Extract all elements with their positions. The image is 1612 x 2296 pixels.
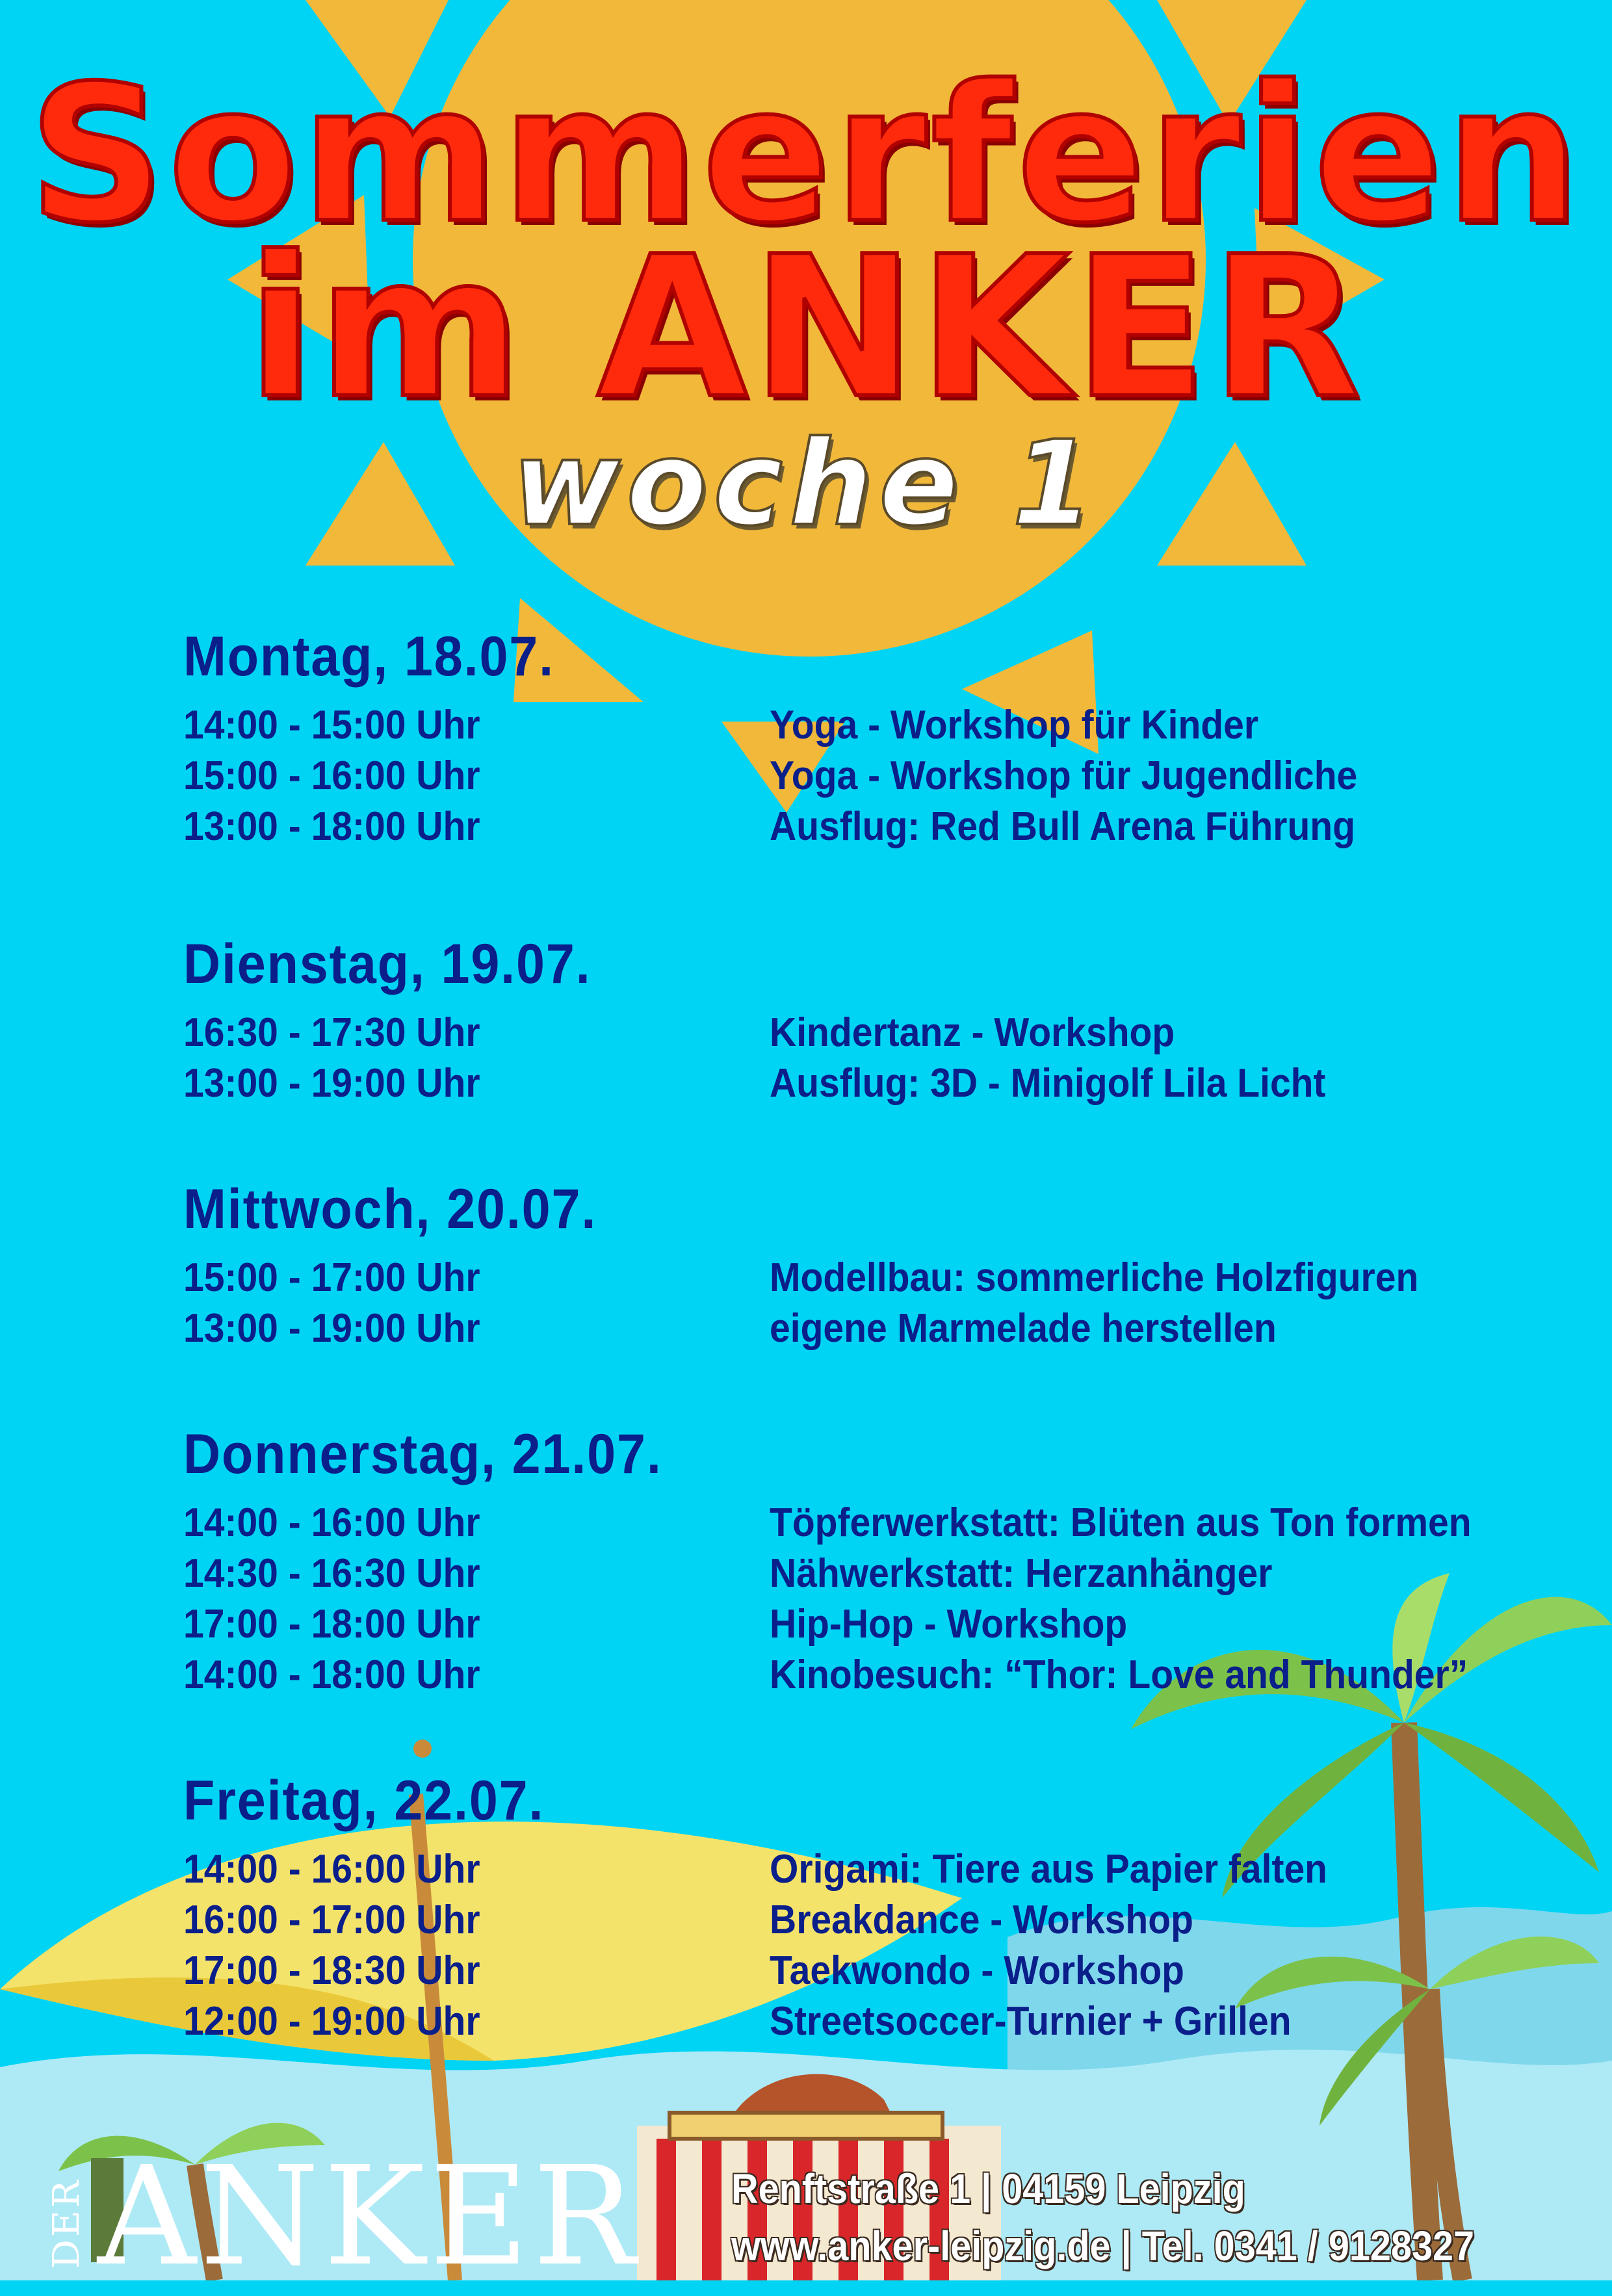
day-block-wednesday [183, 1173, 1419, 1354]
footer-address: Renftstraße 1 | 04159 Leipzig [731, 2165, 1245, 2212]
day-block-tuesday [183, 928, 1326, 1109]
event-row [183, 700, 1259, 751]
event-time: 12:00 - 19:00 Uhr [183, 1999, 480, 2044]
event-time: 17:00 - 18:30 Uhr [183, 1948, 480, 1993]
event-time: 13:00 - 19:00 Uhr [183, 1061, 480, 1106]
event-activity: Yoga - Workshop für Kinder [770, 703, 1259, 748]
day-title: Dienstag, 19.07. [183, 933, 592, 995]
event-row [183, 1946, 1185, 1996]
footer [0, 2137, 1612, 2296]
event-activity: Nähwerkstatt: Herzanhänger [770, 1551, 1273, 1596]
event-time: 15:00 - 17:00 Uhr [183, 1255, 480, 1300]
day-block-friday [183, 1765, 1328, 2047]
day-title: Mittwoch, 20.07. [183, 1178, 597, 1240]
event-row [183, 1498, 1472, 1548]
week-subtitle: woche 1 [512, 416, 1100, 552]
event-activity: eigene Marmelade herstellen [770, 1306, 1277, 1351]
event-time: 14:00 - 18:00 Uhr [183, 1652, 480, 1697]
event-row [183, 1253, 1419, 1303]
event-row [183, 802, 1355, 852]
event-activity: Hip-Hop - Workshop [770, 1602, 1128, 1647]
event-time: 14:00 - 16:00 Uhr [183, 1500, 480, 1545]
event-row [183, 1844, 1328, 1895]
event-row [183, 1650, 1468, 1701]
event-activity: Modellbau: sommerliche Holzfiguren [770, 1255, 1419, 1300]
event-activity: Breakdance - Workshop [770, 1898, 1193, 1942]
event-time: 14:30 - 16:30 Uhr [183, 1551, 480, 1596]
day-title: Montag, 18.07. [183, 625, 554, 688]
event-time: 13:00 - 18:00 Uhr [183, 804, 480, 849]
event-activity: Ausflug: 3D - Minigolf Lila Licht [770, 1061, 1326, 1106]
event-time: 14:00 - 15:00 Uhr [183, 703, 480, 748]
logo-anker: ANKER [98, 2137, 640, 2296]
event-activity: Kinobesuch: “Thor: Love and Thunder” [770, 1652, 1468, 1697]
title-line-1: Sommerferien [28, 46, 1584, 265]
title-line-2: im ANKER [247, 215, 1365, 441]
event-activity: Kindertanz - Workshop [770, 1010, 1175, 1055]
event-time: 15:00 - 16:00 Uhr [183, 753, 480, 798]
event-row [183, 1895, 1193, 1946]
event-activity: Taekwondo - Workshop [770, 1948, 1185, 1993]
day-title: Freitag, 22.07. [183, 1769, 545, 1832]
event-row [183, 1548, 1273, 1599]
event-time: 16:30 - 17:30 Uhr [183, 1010, 480, 1055]
event-activity: Töpferwerkstatt: Blüten aus Ton formen [770, 1500, 1472, 1545]
event-time: 17:00 - 18:00 Uhr [183, 1602, 480, 1647]
event-time: 16:00 - 17:00 Uhr [183, 1898, 480, 1942]
event-row [183, 751, 1358, 802]
event-row [183, 1599, 1128, 1650]
event-activity: Origami: Tiere aus Papier falten [770, 1847, 1328, 1892]
day-block-monday [183, 621, 1358, 852]
event-activity: Yoga - Workshop für Jugendliche [770, 753, 1358, 798]
event-activity: Streetsoccer-Turnier + Grillen [770, 1999, 1292, 2044]
footer-website-phone: www.anker-leipzig.de | Tel. 0341 / 9128327 [731, 2223, 1475, 2269]
day-title: Donnerstag, 21.07. [183, 1423, 662, 1485]
event-activity: Ausflug: Red Bull Arena Führung [770, 804, 1355, 849]
logo-der: DER [46, 2178, 88, 2269]
event-row [183, 1058, 1326, 1109]
event-row [183, 1303, 1277, 1354]
day-block-thursday [183, 1418, 1472, 1701]
event-row [183, 1008, 1175, 1058]
event-time: 13:00 - 19:00 Uhr [183, 1306, 480, 1351]
event-row [183, 1996, 1292, 2047]
event-time: 14:00 - 16:00 Uhr [183, 1847, 480, 1892]
